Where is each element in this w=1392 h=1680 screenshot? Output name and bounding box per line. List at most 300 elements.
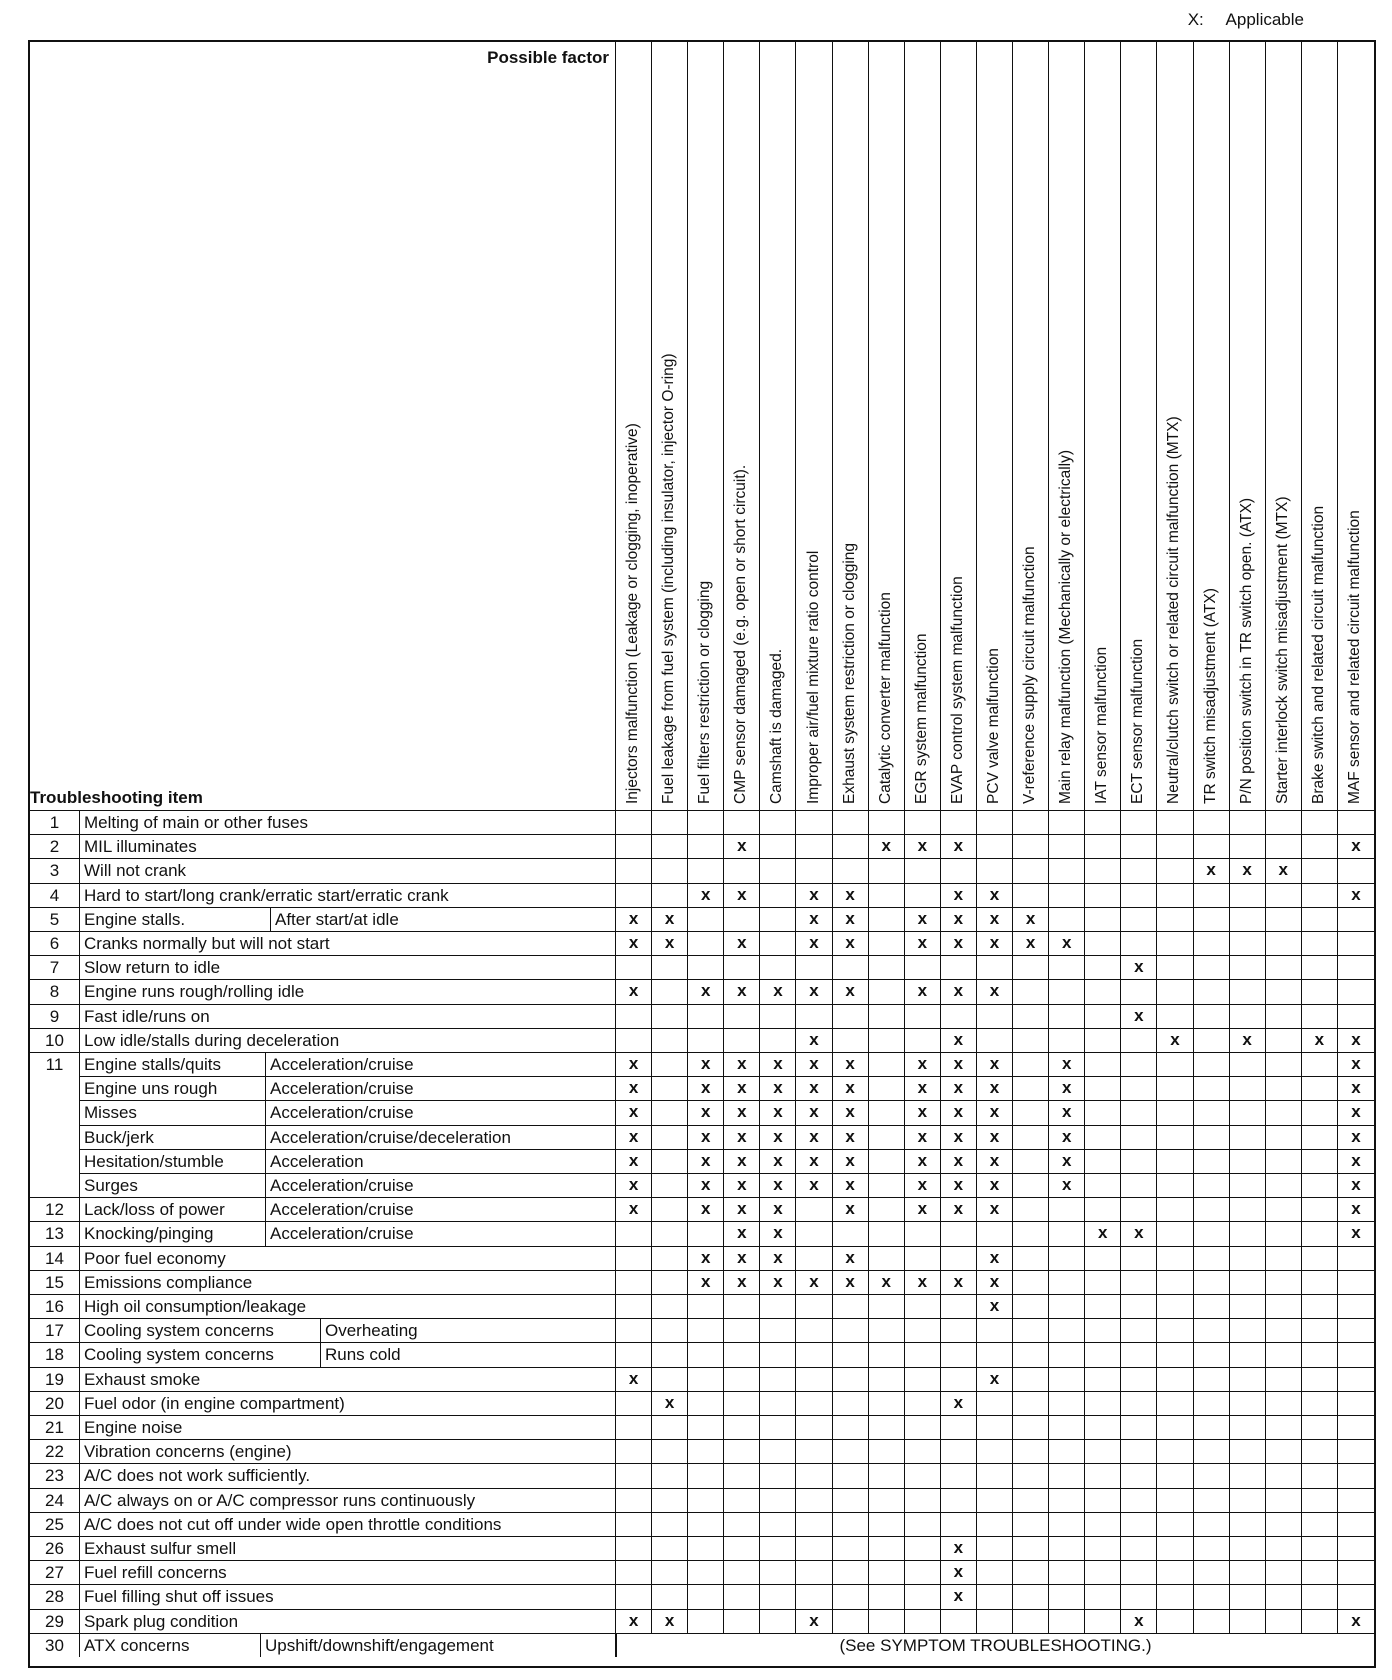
factor-cell [616, 1537, 652, 1560]
factor-cell [724, 859, 760, 882]
factor-cell [1013, 1101, 1049, 1124]
factor-cell [905, 1295, 941, 1318]
factor-cell [1013, 859, 1049, 882]
factor-cell [796, 1222, 832, 1245]
troubleshooting-item: Melting of main or other fuses [84, 813, 308, 832]
table-row [30, 810, 1374, 834]
factor-cell [796, 1198, 832, 1221]
factor-cell [1230, 1440, 1266, 1463]
factor-cell [760, 908, 796, 931]
factor-cell [1266, 1585, 1302, 1608]
factor-cell [652, 1368, 688, 1391]
factor-cell [1121, 1561, 1157, 1584]
applicable-mark: x [1351, 1175, 1361, 1194]
factor-cell [1085, 1440, 1121, 1463]
table-row [30, 1488, 1374, 1512]
troubleshooting-item: Engine uns rough [84, 1079, 218, 1099]
factor-cell [869, 1053, 905, 1076]
factor-cell [796, 811, 832, 834]
factor-cell [1085, 1005, 1121, 1028]
troubleshooting-item: Lack/loss of power [84, 1200, 225, 1220]
factor-cell [869, 956, 905, 979]
factor-cell [724, 1561, 760, 1584]
legend [1188, 10, 1304, 30]
factor-cell [616, 956, 652, 979]
factor-cell [1157, 1513, 1193, 1536]
factor-cell [905, 1416, 941, 1439]
row-number [30, 1100, 80, 1124]
applicable-mark: x [796, 884, 832, 907]
factor-cell [1266, 1150, 1302, 1173]
applicable-mark: x [760, 980, 796, 1003]
applicable-mark: x [977, 1368, 1013, 1391]
factor-column-header [1049, 42, 1085, 810]
table-row [30, 1004, 1374, 1028]
applicable-mark: x [1121, 1610, 1157, 1633]
factor-cell [1302, 1368, 1338, 1391]
factor-cell [724, 1489, 760, 1512]
row-number: 10 [30, 1029, 80, 1052]
factor-cell [1338, 811, 1374, 834]
factor-cell [1194, 1319, 1230, 1342]
factor-cell [760, 1610, 796, 1633]
applicable-mark: x [688, 884, 724, 907]
factor-cell [977, 1029, 1013, 1052]
factor-cell [796, 1343, 832, 1366]
factor-cell [905, 1464, 941, 1487]
factor-cell [1194, 1295, 1230, 1318]
factor-cell [796, 1464, 832, 1487]
factor-cell [833, 1029, 869, 1052]
applicable-mark: x [724, 1077, 760, 1100]
applicable-mark: x [760, 1222, 796, 1245]
factor-cell [1121, 1271, 1157, 1294]
row-number: 7 [30, 956, 80, 979]
factor-column-header [977, 42, 1013, 810]
factor-cell [1013, 1416, 1049, 1439]
factor-cell [1085, 1247, 1121, 1270]
factor-cell [1230, 1222, 1266, 1245]
factor-cell [833, 1392, 869, 1415]
factor-cell [977, 956, 1013, 979]
factor-cell [1049, 956, 1085, 979]
factor-cell [1266, 811, 1302, 834]
factor-cell [977, 1537, 1013, 1560]
troubleshooting-item: Buck/jerk [84, 1127, 154, 1147]
factor-cell [1049, 1464, 1085, 1487]
table-row [30, 1318, 1374, 1342]
factor-cell [869, 1174, 905, 1197]
factor-cell [869, 1150, 905, 1173]
factor-cell [1049, 1368, 1085, 1391]
factor-cell [1230, 1416, 1266, 1439]
factor-cell [760, 1464, 796, 1487]
factor-cell [724, 1440, 760, 1463]
factor-cell [1157, 1126, 1193, 1149]
factor-cell [1230, 811, 1266, 834]
factor-cell [1194, 1053, 1230, 1076]
factor-cell [1157, 1561, 1193, 1584]
factor-cell [616, 1464, 652, 1487]
factor-cell [869, 811, 905, 834]
factor-cell [905, 811, 941, 834]
factor-cell [941, 956, 977, 979]
factor-cell [1013, 980, 1049, 1003]
factor-cell [760, 1440, 796, 1463]
factor-cell [652, 1585, 688, 1608]
table-row [30, 1052, 1374, 1076]
factor-cell [1157, 1440, 1193, 1463]
applicable-mark: x [616, 1053, 652, 1076]
factor-cell [1230, 932, 1266, 955]
factor-cell [1157, 1368, 1193, 1391]
factor-cell [869, 1513, 905, 1536]
factor-label: IAT sensor malfunction [1093, 646, 1111, 804]
factor-cell [688, 1489, 724, 1512]
applicable-mark: x [905, 1077, 941, 1100]
table-row [30, 1149, 1374, 1173]
applicable-mark: x [1230, 859, 1266, 882]
row-number: 13 [30, 1222, 80, 1245]
troubleshooting-item: MIL illuminates [84, 837, 197, 857]
applicable-mark: x [1157, 1029, 1193, 1052]
row-number [30, 1124, 80, 1148]
factor-cell [1013, 1126, 1049, 1149]
table-row [30, 1391, 1374, 1415]
factor-cell [1049, 1271, 1085, 1294]
factor-cell [1121, 835, 1157, 858]
applicable-mark: x [1351, 1029, 1361, 1049]
factor-cell [977, 1222, 1013, 1245]
factor-cell [1266, 1610, 1302, 1633]
factor-cell [1194, 1271, 1230, 1294]
factor-cell [1121, 1053, 1157, 1076]
factor-cell [1085, 1174, 1121, 1197]
row-number: 21 [30, 1416, 80, 1439]
applicable-mark: x [941, 1198, 977, 1221]
factor-cell [1302, 1053, 1338, 1076]
factor-cell [1085, 811, 1121, 834]
factor-label: P/N position switch in TR switch open. (ATX) [1237, 497, 1255, 804]
factor-cell [688, 1610, 724, 1633]
factor-cell [1266, 1343, 1302, 1366]
factor-cell [1230, 1198, 1266, 1221]
factor-cell [869, 884, 905, 907]
factor-cell [869, 859, 905, 882]
applicable-mark: x [1049, 1150, 1085, 1173]
factor-cell [833, 1489, 869, 1512]
factor-cell [1085, 1295, 1121, 1318]
factor-cell [1157, 1343, 1193, 1366]
factor-cell [1085, 1053, 1121, 1076]
row-number: 17 [30, 1319, 80, 1342]
factor-cell [1230, 1150, 1266, 1173]
factor-cell [1194, 956, 1230, 979]
factor-cell [1338, 932, 1374, 955]
factor-cell [760, 1343, 796, 1366]
factor-label: EVAP control system malfunction [948, 576, 966, 804]
applicable-mark: x [941, 1392, 977, 1415]
factor-cell [652, 1416, 688, 1439]
factor-cell [1266, 932, 1302, 955]
factor-column-header [616, 42, 652, 810]
factor-cell [1157, 811, 1193, 834]
factor-cell [1049, 1561, 1085, 1584]
table-row [30, 955, 1374, 979]
applicable-mark: x [905, 1053, 941, 1076]
factor-cell [652, 1150, 688, 1173]
applicable-mark: x [1121, 1222, 1157, 1245]
row-number: 22 [30, 1440, 80, 1463]
factor-cell [796, 1392, 832, 1415]
factor-cell [724, 1392, 760, 1415]
row-number: 27 [30, 1561, 80, 1584]
factor-cell [833, 1005, 869, 1028]
factor-cell [1013, 1077, 1049, 1100]
factor-cell [796, 1319, 832, 1342]
row-number: 12 [30, 1198, 80, 1221]
factor-cell [616, 1222, 652, 1245]
applicable-mark: x [1351, 1150, 1361, 1170]
factor-cell [1230, 980, 1266, 1003]
applicable-mark: x [941, 1561, 977, 1584]
condition: Acceleration/cruise [265, 1174, 414, 1197]
factor-cell [652, 1005, 688, 1028]
factor-cell [941, 1295, 977, 1318]
factor-cell [977, 1513, 1013, 1536]
factor-cell [941, 1464, 977, 1487]
factor-cell [1230, 1537, 1266, 1560]
factor-cell [1085, 1489, 1121, 1512]
factor-cell [688, 1537, 724, 1560]
applicable-mark: x [724, 835, 760, 858]
factor-cell [1194, 1513, 1230, 1536]
factor-cell [905, 884, 941, 907]
factor-cell [869, 1561, 905, 1584]
factor-cell [977, 1464, 1013, 1487]
factor-cell [1302, 1513, 1338, 1536]
factor-cell [1302, 884, 1338, 907]
factor-cell [1121, 1416, 1157, 1439]
troubleshooting-item: Spark plug condition [84, 1611, 239, 1631]
factor-cell [1157, 908, 1193, 931]
factor-cell [688, 956, 724, 979]
factor-label: EGR system malfunction [912, 633, 930, 804]
factor-cell [1302, 1561, 1338, 1584]
applicable-mark: x [869, 1271, 905, 1294]
factor-cell [796, 859, 832, 882]
factor-cell [1302, 1198, 1338, 1221]
factor-cell [1266, 1271, 1302, 1294]
factor-column-header [1013, 42, 1049, 810]
factor-cell [1121, 980, 1157, 1003]
factor-cell [977, 835, 1013, 858]
factor-cell [1230, 1077, 1266, 1100]
factor-cell [1157, 1271, 1193, 1294]
condition: Overheating [320, 1319, 418, 1342]
factor-cell [1157, 884, 1193, 907]
factor-cell [1266, 1126, 1302, 1149]
applicable-mark: x [941, 1101, 977, 1124]
factor-cell [724, 1295, 760, 1318]
applicable-mark: x [905, 908, 941, 931]
factor-cell [1085, 1126, 1121, 1149]
troubleshooting-item: Fuel filling shut off issues [84, 1587, 274, 1607]
factor-cell [1266, 1537, 1302, 1560]
factor-cell [760, 1537, 796, 1560]
table-row [30, 883, 1374, 907]
applicable-mark: x [833, 1247, 869, 1270]
factor-cell [760, 811, 796, 834]
factor-cell [1049, 811, 1085, 834]
factor-label: CMP sensor damaged (e.g. open or short circuit). [732, 464, 750, 804]
table-row [30, 1415, 1374, 1439]
applicable-mark: x [905, 1198, 941, 1221]
factor-cell [1194, 1247, 1230, 1270]
factor-cell [760, 884, 796, 907]
factor-cell [688, 1295, 724, 1318]
factor-cell [724, 1005, 760, 1028]
factor-cell [1157, 1222, 1193, 1245]
factor-cell [869, 1416, 905, 1439]
factor-cell [977, 1343, 1013, 1366]
factor-cell [688, 1368, 724, 1391]
row-number: 15 [30, 1271, 80, 1294]
applicable-mark: x [905, 1174, 941, 1197]
applicable-mark: x [616, 1126, 652, 1149]
applicable-mark: x [688, 980, 724, 1003]
factor-cell [616, 1343, 652, 1366]
factor-cell [724, 1513, 760, 1536]
applicable-mark: x [905, 1150, 941, 1173]
factor-cell [1085, 1561, 1121, 1584]
factor-cell [1266, 1077, 1302, 1100]
factor-cell [1157, 1198, 1193, 1221]
applicable-mark: x [977, 1077, 1013, 1100]
applicable-mark: x [796, 1126, 832, 1149]
applicable-mark: x [760, 1053, 796, 1076]
applicable-mark: x [833, 1126, 869, 1149]
factor-cell [833, 1561, 869, 1584]
applicable-mark: x [724, 1271, 760, 1294]
applicable-mark: x [796, 1610, 832, 1633]
factor-cell [1085, 1464, 1121, 1487]
factor-cell [1157, 1610, 1193, 1633]
factor-cell [1085, 1101, 1121, 1124]
factor-cell [1049, 1416, 1085, 1439]
factor-cell [688, 932, 724, 955]
factor-cell [1302, 1319, 1338, 1342]
troubleshooting-item: Exhaust sulfur smell [84, 1539, 237, 1558]
table-row [30, 1246, 1374, 1270]
applicable-mark: x [796, 1101, 832, 1124]
factor-label: Fuel leakage from fuel system (including insulator, injector O-ring) [660, 353, 678, 804]
factor-cell [1194, 1005, 1230, 1028]
troubleshooting-item: A/C does not cut off under wide open throttle conditions [84, 1514, 502, 1534]
applicable-mark: x [833, 1101, 869, 1124]
applicable-mark: x [1049, 1101, 1085, 1124]
factor-cell [1338, 1585, 1374, 1608]
factor-cell [760, 932, 796, 955]
condition: Acceleration [265, 1150, 364, 1173]
applicable-mark: x [652, 932, 688, 955]
factor-label: Neutral/clutch switch or related circuit malfunction (MTX) [1165, 416, 1183, 804]
factor-cell [1049, 1513, 1085, 1536]
table-row [30, 1584, 1374, 1608]
row-number: 16 [30, 1295, 80, 1318]
factor-cell [977, 1610, 1013, 1633]
factor-cell [688, 1005, 724, 1028]
factor-cell [652, 1319, 688, 1342]
factor-cell [905, 1029, 941, 1052]
factor-column-header [941, 42, 977, 810]
applicable-mark: x [1351, 1610, 1361, 1630]
applicable-mark: x [724, 1222, 760, 1245]
applicable-mark: x [833, 1271, 869, 1294]
applicable-mark: x [724, 1198, 760, 1221]
factor-cell [1266, 1295, 1302, 1318]
applicable-mark: x [1351, 1126, 1361, 1146]
applicable-mark: x [1049, 932, 1085, 955]
factor-cell [1013, 1053, 1049, 1076]
factor-cell [1013, 1368, 1049, 1391]
factor-cell [1121, 1198, 1157, 1221]
factor-cell [796, 1585, 832, 1608]
factor-cell [1121, 859, 1157, 882]
factor-cell [1013, 1464, 1049, 1487]
factor-cell [688, 1343, 724, 1366]
factor-cell [869, 1005, 905, 1028]
factor-cell [1013, 835, 1049, 858]
factor-cell [1049, 1343, 1085, 1366]
factor-cell [796, 1247, 832, 1270]
factor-cell [869, 1198, 905, 1221]
applicable-mark: x [833, 884, 869, 907]
factor-cell [1230, 1101, 1266, 1124]
table-row [30, 931, 1374, 955]
applicable-mark: x [760, 1198, 796, 1221]
troubleshooting-item-heading: Troubleshooting item [30, 788, 203, 807]
factor-cell [724, 1029, 760, 1052]
factor-cell [652, 1513, 688, 1536]
factor-cell [833, 1222, 869, 1245]
factor-cell [652, 1077, 688, 1100]
factor-cell [652, 1247, 688, 1270]
factor-cell [905, 1513, 941, 1536]
factor-cell [724, 956, 760, 979]
factor-cell [1230, 908, 1266, 931]
table-row [30, 1270, 1374, 1294]
applicable-mark: x [724, 884, 760, 907]
applicable-mark: x [905, 1271, 941, 1294]
factor-cell [1302, 956, 1338, 979]
factor-cell [1302, 1489, 1338, 1512]
factor-cell [905, 1610, 941, 1633]
troubleshooting-item: Fuel odor (in engine compartment) [84, 1393, 345, 1413]
factor-cell [941, 1005, 977, 1028]
factor-cell [1085, 1198, 1121, 1221]
applicable-mark: x [1230, 1029, 1266, 1052]
factor-cell [796, 1005, 832, 1028]
factor-cell [1121, 1392, 1157, 1415]
row-number: 3 [30, 859, 80, 882]
factor-cell [1157, 1585, 1193, 1608]
applicable-mark: x [652, 1392, 688, 1415]
factor-cell [652, 1464, 688, 1487]
applicable-mark: x [1302, 1029, 1338, 1052]
factor-cell [1121, 1174, 1157, 1197]
factor-cell [1230, 1610, 1266, 1633]
